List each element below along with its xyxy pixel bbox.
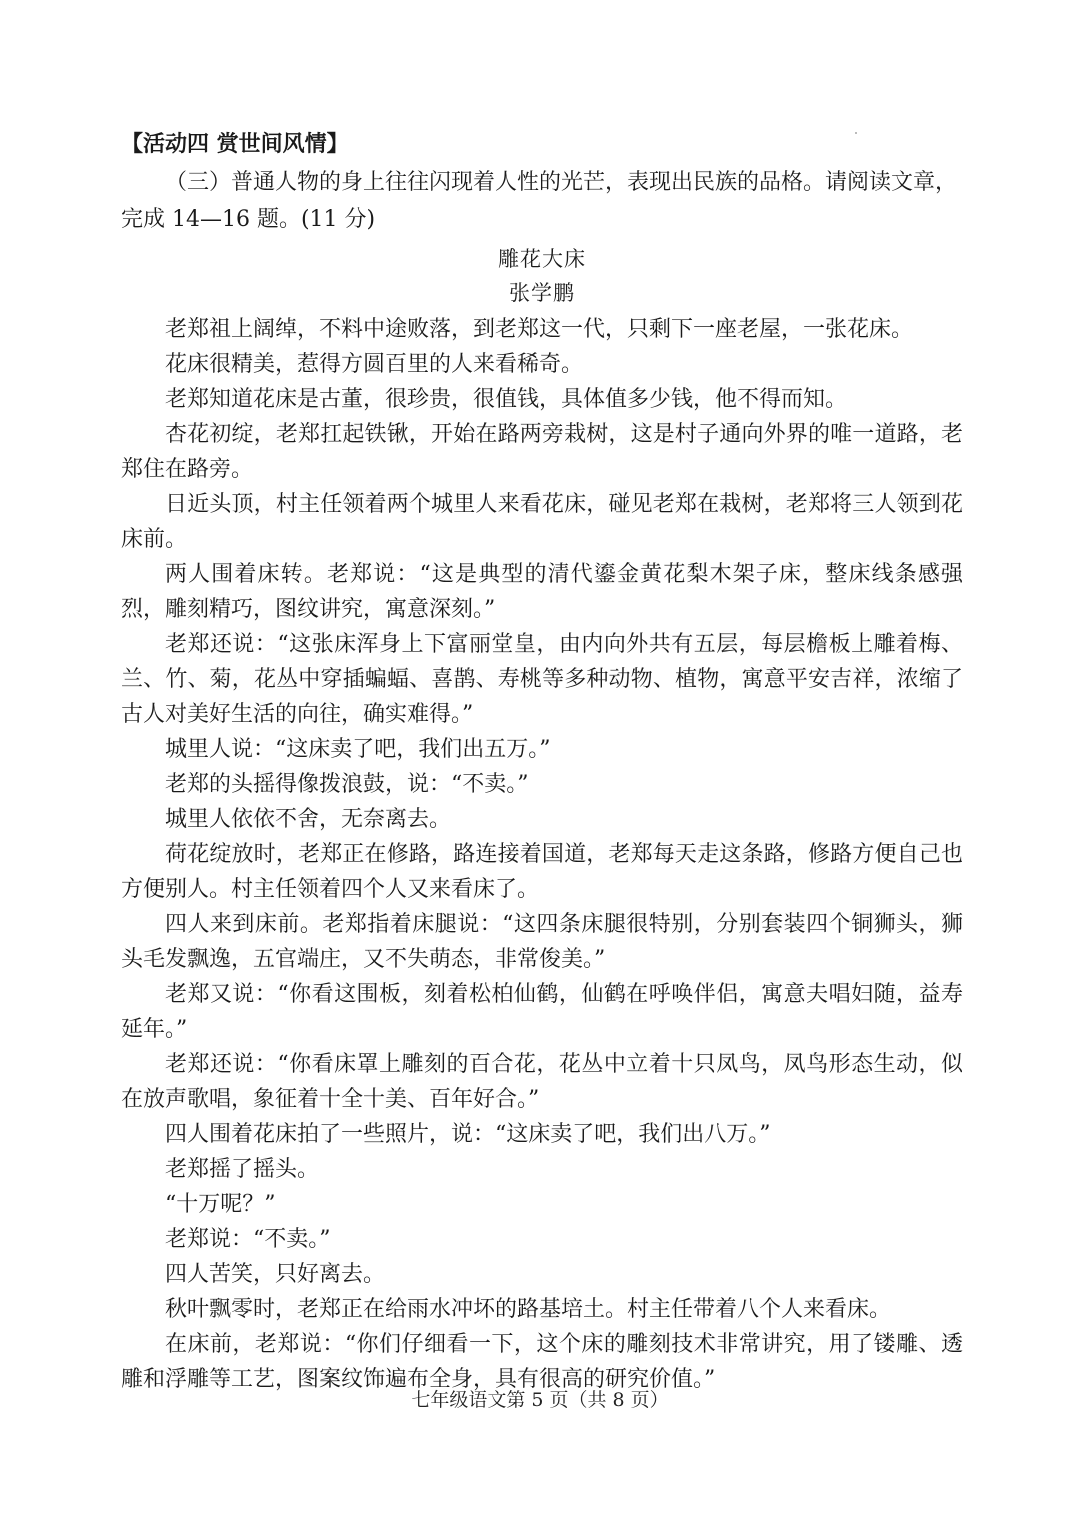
- story-title: 雕花大床: [498, 247, 586, 271]
- story-paragraph: 四人来到床前。老郑指着床腿说：“这四条床腿很特别，分别套装四个铜狮头，狮头毛发飘逸，五官端庄，又不失萌态，非常俊美。”: [121, 912, 963, 972]
- story-paragraph: 老郑祖上阔绰，不料中途败落，到老郑这一代，只剩下一座老屋，一张花床。: [165, 317, 914, 342]
- story-paragraph: 老郑又说：“你看这围板，刻着松柏仙鹤，仙鹤在呼唤伴侣，寓意夫唱妇随，益寿延年。”: [121, 982, 963, 1042]
- story-paragraph: 两人围着床转。老郑说：“这是典型的清代鎏金黄花梨木架子床，整床线条感强烈，雕刻精巧，图纹讲究，寓意深刻。”: [121, 562, 963, 622]
- story-paragraph: 四人苦笑，只好离去。: [165, 1262, 386, 1287]
- story-paragraph: 老郑摇了摇头。: [165, 1157, 320, 1182]
- story-author: 张学鹏: [509, 281, 575, 305]
- page-footer: 七年级语文第 5 页（共 8 页）: [411, 1389, 669, 1411]
- story-paragraph: 日近头顶，村主任领着两个城里人来看花床，碰见老郑在栽树，老郑将三人领到花床前。: [121, 492, 963, 552]
- story-paragraph: 老郑还说：“你看床罩上雕刻的百合花，花丛中立着十只凤鸟，凤鸟形态生动，似在放声歌唱，象征着十全十美、百年好合。”: [121, 1052, 963, 1112]
- story-paragraph: 花床很精美，惹得方圆百里的人来看稀奇。: [165, 352, 584, 377]
- section-intro: （三）普通人物的身上往往闪现着人性的光芒，表现出民族的品格。请阅读文章，完成 14—16 题。(11 分): [121, 170, 958, 232]
- exam-page-content: [121, 128, 963, 1397]
- story-paragraph: 杏花初绽，老郑扛起铁锹，开始在路两旁栽树，这是村子通向外界的唯一道路，老郑住在路旁。: [121, 422, 963, 482]
- activity-title: 【活动四 赏世间风情】: [121, 132, 349, 157]
- story-paragraph: 秋叶飘零时，老郑正在给雨水冲坏的路基培土。村主任带着八个人来看床。: [165, 1297, 892, 1322]
- story-paragraph: “十万呢？”: [165, 1192, 276, 1217]
- story-paragraph: 城里人依依不舍，无奈离去。: [165, 807, 452, 832]
- story-paragraph: 老郑知道花床是古董，很珍贵，很值钱，具体值多少钱，他不得而知。: [165, 387, 848, 412]
- story-paragraph: 四人围着花床拍了一些照片，说：“这床卖了吧，我们出八万。”: [165, 1122, 771, 1147]
- story-paragraph: 城里人说：“这床卖了吧，我们出五万。”: [165, 737, 551, 762]
- story-paragraph: 老郑的头摇得像拨浪鼓，说：“不卖。”: [165, 772, 529, 797]
- story-paragraph: 荷花绽放时，老郑正在修路，路连接着国道，老郑每天走这条路，修路方便自己也方便别人。村主任领着四个人又来看床了。: [121, 842, 963, 902]
- story-paragraph: 老郑说：“不卖。”: [165, 1227, 331, 1252]
- story-paragraph: 在床前，老郑说：“你们仔细看一下，这个床的雕刻技术非常讲究，用了镂雕、透雕和浮雕等工艺，图案纹饰遍布全身，具有很高的研究价值。”: [121, 1332, 963, 1392]
- story-paragraph: 老郑还说：“这张床浑身上下富丽堂皇，由内向外共有五层，每层檐板上雕着梅、兰、竹、菊，花丛中穿插蝙蝠、喜鹊、寿桃等多种动物、植物，寓意平安吉祥，浓缩了古人对美好生活的向往，确实难得。”: [121, 632, 963, 727]
